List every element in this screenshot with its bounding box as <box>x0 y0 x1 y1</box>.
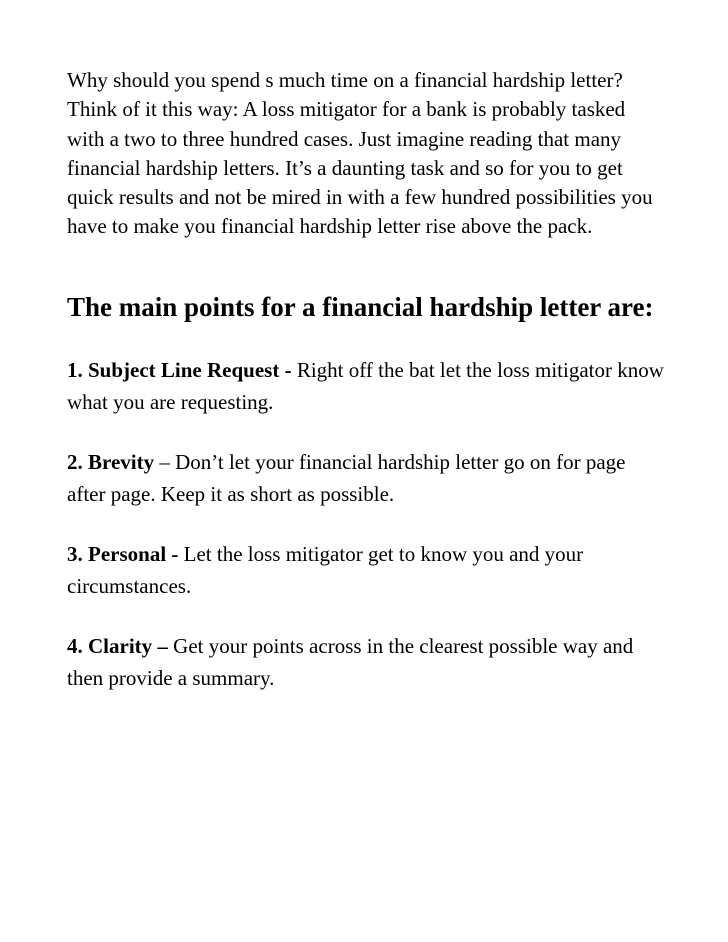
point-title: 3. Personal - <box>67 541 179 566</box>
point-title: 1. Subject Line Request - <box>67 357 292 382</box>
point-title: 4. Clarity – <box>67 633 168 658</box>
point-subject-line <box>67 354 667 418</box>
main-points-list <box>67 354 667 694</box>
section-heading: The main points for a financial hardship letter are: <box>67 291 654 322</box>
intro-paragraph: Why should you spend s much time on a financial hardship letter? Think of it this way: A loss mitigator for a bank is probably tasked with a two to three hundred cases. Just imagine reading that many financial hardship letters. It’s a daunting task and so for you to get quick results and not be mired in with a few hundred possibilities you have to make you financial hardship letter rise above the pack. <box>67 68 653 239</box>
point-clarity <box>67 630 667 694</box>
document-page <box>67 66 667 694</box>
point-text: – Don’t let your financial hardship letter go on for page after page. Keep it as short as possible. <box>67 449 626 506</box>
point-title: 2. Brevity <box>67 449 155 474</box>
point-brevity <box>67 446 667 510</box>
point-text: Right off the bat let the loss mitigator know what you are requesting. <box>67 357 664 414</box>
point-text: Get your points across in the clearest possible way and then provide a summary. <box>67 633 634 690</box>
point-text: Let the loss mitigator get to know you and your circumstances. <box>67 541 584 598</box>
point-personal <box>67 538 667 602</box>
